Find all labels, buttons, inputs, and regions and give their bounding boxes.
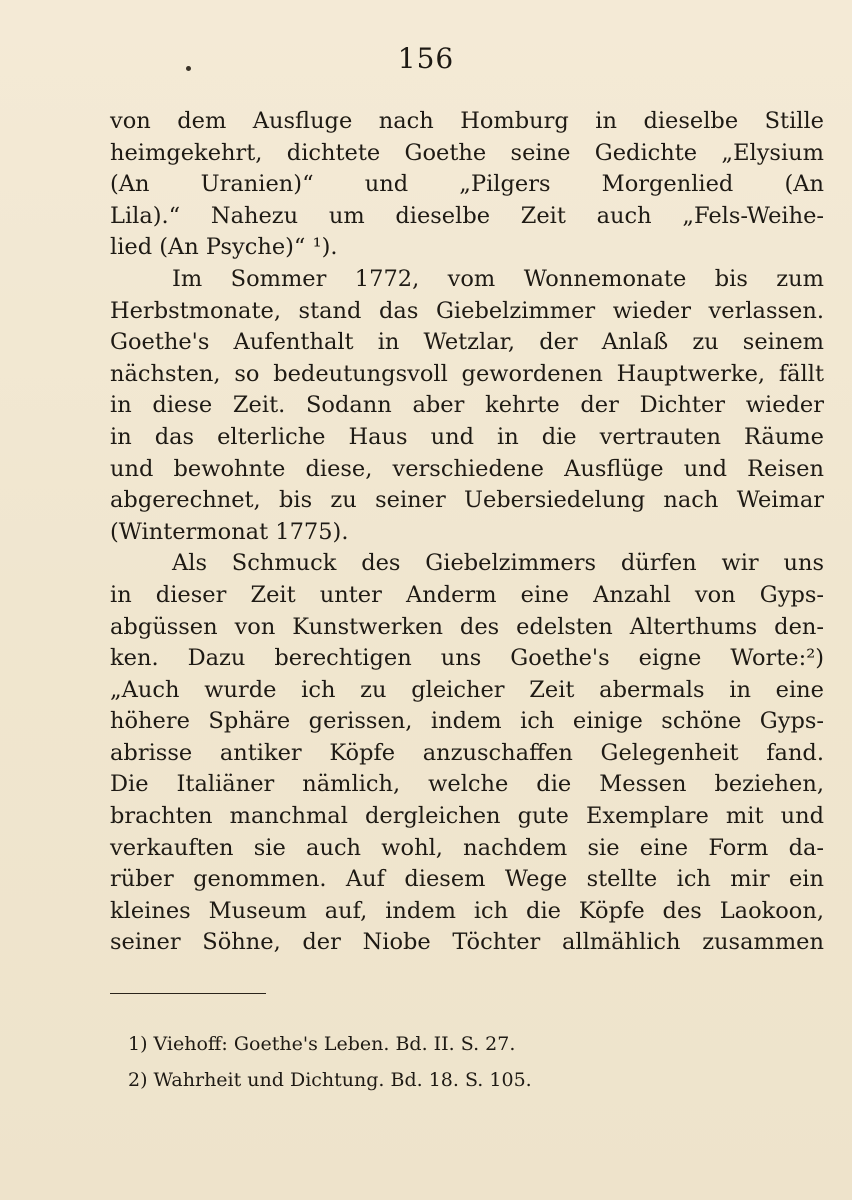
footnotes [128,1026,728,1098]
text-line: Lila).“ Nahezu um dieselbe Zeit auch „Fels-Weihe- [110,202,824,229]
page-number: 156 [397,42,455,75]
text-line: „Auch wurde ich zu gleicher Zeit abermals in eine [110,676,824,703]
text-line: kleines Museum auf, indem ich die Köpfe des Laokoon, [110,897,824,924]
footnote: 2) Wahrheit und Dichtung. Bd. 18. S. 105. [128,1069,532,1091]
text-line: brachten manchmal dergleichen gute Exemplare mit und [110,803,824,830]
text-line: heimgekehrt, dichtete Goethe seine Gedichte „Elysium [110,139,824,166]
body-text [110,106,824,959]
text-line: höhere Sphäre gerissen, indem ich einige schöne Gyps- [110,708,824,735]
text-line: in dieser Zeit unter Anderm eine Anzahl von Gyps- [110,581,824,608]
text-line: abrisse antiker Köpfe anzuschaffen Gelegenheit fand. [110,739,824,766]
text-line: in diese Zeit. Sodann aber kehrte der Dichter wieder [110,392,824,419]
text-line: von dem Ausfluge nach Homburg in dieselbe Stille [110,108,824,134]
text-line: in das elterliche Haus und in die vertrauten Räume [110,423,824,450]
text-line: ken. Dazu berechtigen uns Goethe's eigne Worte:²) [110,645,824,672]
text-line: Im Sommer 1772, vom Wonnemonate bis zum [172,265,824,292]
text-line: (Wintermonat 1775). [110,518,349,545]
text-line: und bewohnte diese, verschiedene Ausflüge und Reisen [110,455,824,482]
text-line: Die Italiäner nämlich, welche die Messen beziehen, [110,771,824,798]
text-line: Als Schmuck des Giebelzimmers dürfen wir uns [172,550,824,577]
text-line: rüber genommen. Auf diesem Wege stellte ich mir ein [110,866,824,893]
footnote: 1) Viehoff: Goethe's Leben. Bd. II. S. 27. [128,1033,516,1055]
text-line: seiner Söhne, der Niobe Töchter allmählich zusammen [110,929,824,956]
text-line: abgüssen von Kunstwerken des edelsten Alterthums den- [110,613,824,640]
text-line: lied (An Psyche)“ ¹). [110,234,338,261]
text-line: verkauften sie auch wohl, nachdem sie eine Form da- [110,834,824,861]
text-line: abgerechnet, bis zu seiner Uebersiedelung nach Weimar [110,487,824,514]
text-line: (An Uranien)“ und „Pilgers Morgenlied (An [110,171,824,198]
text-line: nächsten, so bedeutungsvoll gewordenen Hauptwerke, fällt [110,360,824,387]
footnote-rule [110,993,266,994]
text-line: Herbstmonate, stand das Giebelzimmer wieder verlassen. [110,297,824,324]
text-line: Goethe's Aufenthalt in Wetzlar, der Anlaß zu seinem [110,329,824,356]
